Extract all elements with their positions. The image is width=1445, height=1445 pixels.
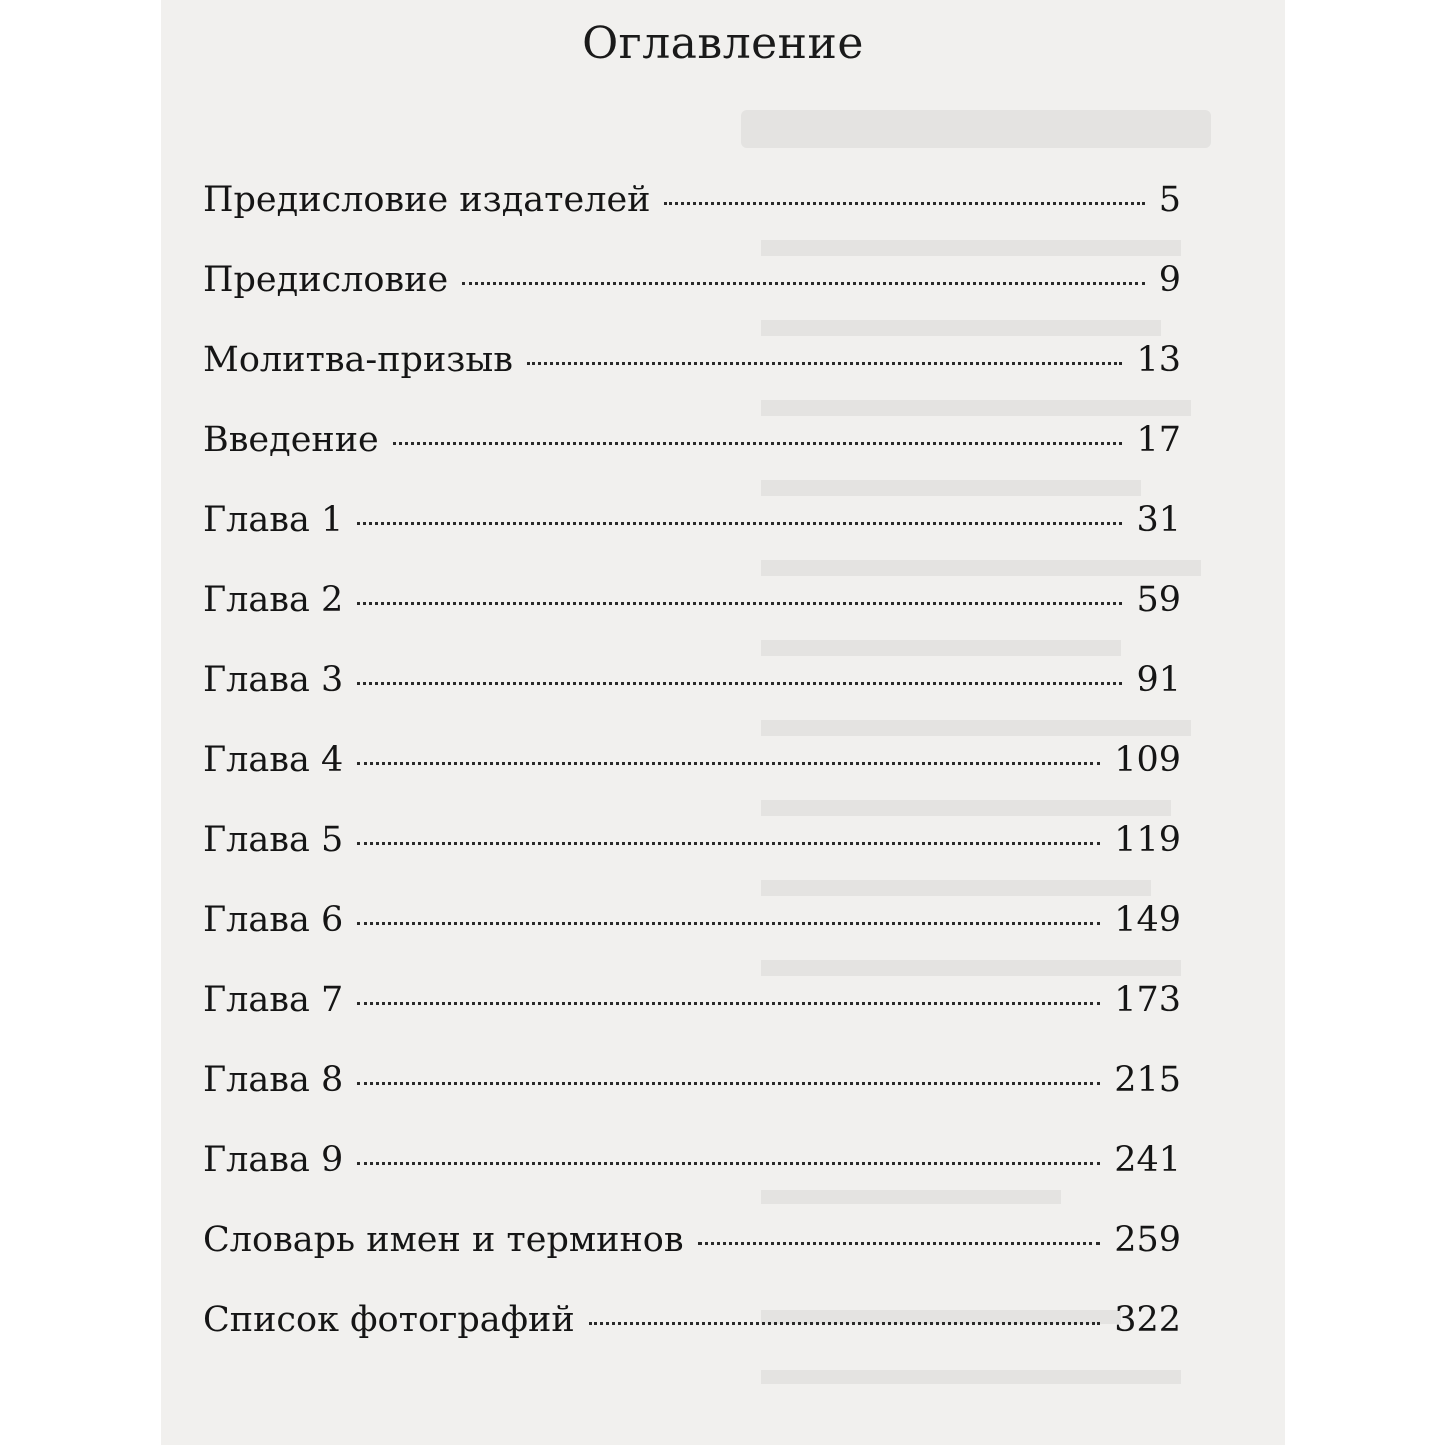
- toc-entry-label: Глава 2: [203, 580, 344, 620]
- toc-entry-label: Глава 4: [203, 740, 344, 780]
- toc-entry-label: Словарь имен и терминов: [203, 1220, 684, 1260]
- toc-entry[interactable]: [203, 340, 1181, 400]
- toc-entry-page: 173: [1114, 980, 1181, 1020]
- toc-entry[interactable]: [203, 1060, 1181, 1120]
- dot-leader: [357, 602, 1122, 605]
- dot-leader: [393, 442, 1123, 445]
- toc-entry-page: 215: [1114, 1060, 1181, 1100]
- toc-entry[interactable]: [203, 900, 1181, 960]
- toc-entry-label: Глава 8: [203, 1060, 344, 1100]
- dot-leader: [357, 842, 1100, 845]
- toc-entry-label: Молитва-призыв: [203, 340, 513, 380]
- toc-entry-page: 259: [1114, 1220, 1181, 1260]
- dot-leader: [589, 1322, 1101, 1325]
- toc-entry-label: Глава 5: [203, 820, 344, 860]
- toc-entry-page: 241: [1114, 1140, 1181, 1180]
- toc-entry-label: Глава 7: [203, 980, 344, 1020]
- toc-entry-page: 5: [1158, 180, 1181, 220]
- toc-entry-page: 13: [1136, 340, 1181, 380]
- dot-leader: [698, 1242, 1101, 1245]
- toc-entry[interactable]: [203, 500, 1181, 560]
- toc-entry[interactable]: [203, 1300, 1181, 1360]
- toc-entry-page: 31: [1136, 500, 1181, 540]
- toc-entry-label: Введение: [203, 420, 379, 460]
- toc-entry-page: 119: [1114, 820, 1181, 860]
- dot-leader: [357, 1082, 1100, 1085]
- toc-entry[interactable]: [203, 820, 1181, 880]
- toc-entry[interactable]: [203, 660, 1181, 720]
- dot-leader: [527, 362, 1123, 365]
- dot-leader: [664, 202, 1144, 205]
- toc-entry-label: Глава 3: [203, 660, 344, 700]
- toc-entry[interactable]: [203, 1220, 1181, 1280]
- toc-entry[interactable]: [203, 180, 1181, 240]
- toc-entry[interactable]: [203, 420, 1181, 480]
- toc-entry-page: 109: [1114, 740, 1181, 780]
- toc-entry[interactable]: [203, 1140, 1181, 1200]
- page-title: Оглавление: [582, 18, 864, 69]
- toc-entry-page: 322: [1114, 1300, 1181, 1340]
- toc-entry-page: 91: [1136, 660, 1181, 700]
- toc-entry-label: Список фотографий: [203, 1300, 575, 1340]
- toc-entry[interactable]: [203, 580, 1181, 640]
- dot-leader: [357, 1162, 1100, 1165]
- toc-entry-label: Предисловие: [203, 260, 449, 300]
- toc-entry[interactable]: [203, 260, 1181, 320]
- toc-entry[interactable]: [203, 980, 1181, 1040]
- toc-entry-page: 149: [1114, 900, 1181, 940]
- dot-leader: [357, 682, 1122, 685]
- toc-entry-page: 9: [1158, 260, 1181, 300]
- dot-leader: [462, 282, 1145, 285]
- toc-entry-label: Глава 6: [203, 900, 344, 940]
- toc-entry-page: 59: [1136, 580, 1181, 620]
- toc-entry-page: 17: [1136, 420, 1181, 460]
- dot-leader: [357, 1002, 1100, 1005]
- toc-entry-label: Глава 1: [203, 500, 344, 540]
- toc-entry[interactable]: [203, 740, 1181, 800]
- toc-entry-label: Глава 9: [203, 1140, 344, 1180]
- dot-leader: [357, 922, 1100, 925]
- book-page: [161, 0, 1285, 1445]
- toc-entry-label: Предисловие издателей: [203, 180, 651, 220]
- dot-leader: [357, 762, 1100, 765]
- dot-leader: [357, 522, 1122, 525]
